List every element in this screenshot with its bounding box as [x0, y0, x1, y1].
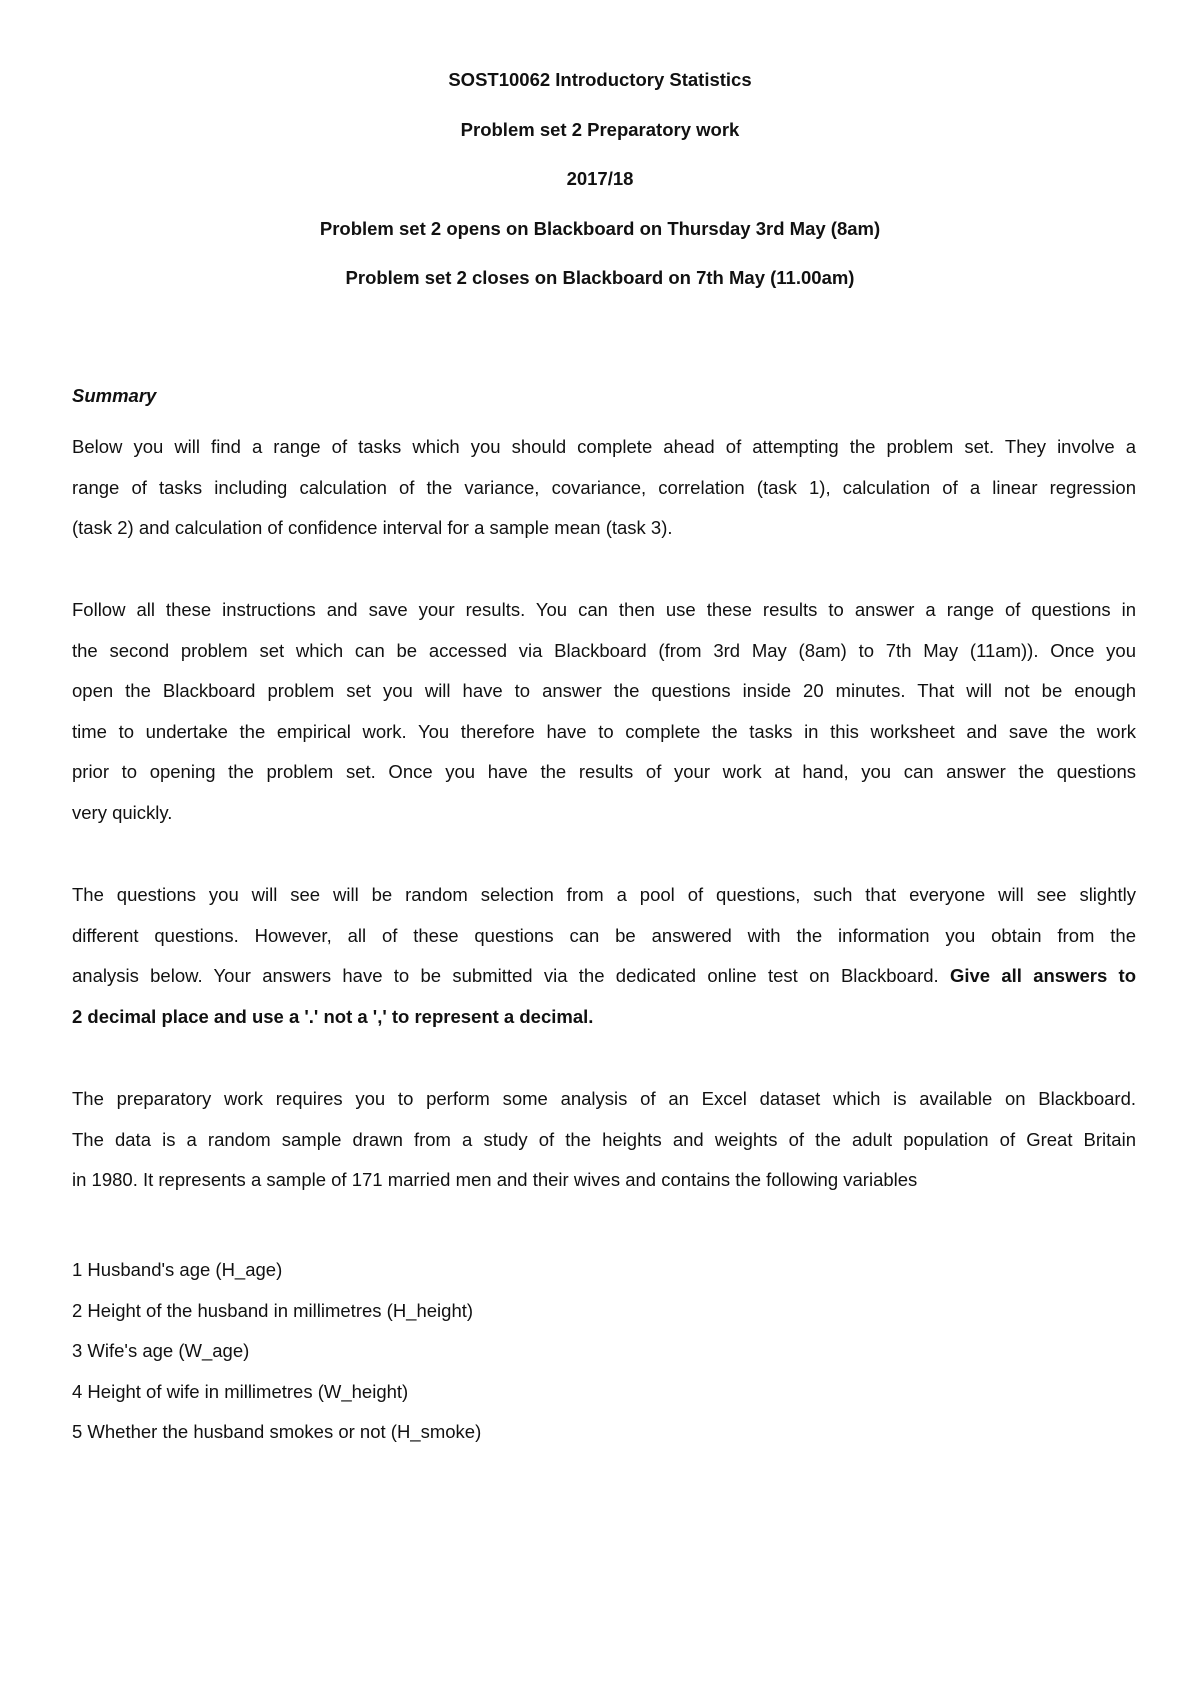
emphasis-text: Give all answers to — [949, 965, 1137, 987]
paragraph-line — [72, 956, 1136, 997]
paragraph-line: prior to opening the problem set. Once you have the results of your work at hand, you can answer the questions — [72, 761, 1136, 783]
variable-list — [72, 1250, 481, 1453]
list-item: 1 Husband's age (H_age) — [72, 1259, 283, 1280]
paragraph-line: The preparatory work requires you to perform some analysis of an Excel dataset which is available on Blackboard. — [72, 1088, 1136, 1109]
list-item: 3 Wife's age (W_age) — [72, 1340, 250, 1362]
paragraph-line: time to undertake the empirical work. You therefore have to complete the tasks in this worksheet and save the work — [72, 720, 1136, 742]
document-title: Problem set 2 Preparatory work — [460, 119, 740, 140]
closing-notice: Problem set 2 closes on Blackboard on 7th May (11.00am) — [345, 267, 855, 288]
paragraph-text: analysis below. Your answers have to be submitted via the dedicated online test on Blackboard. — [72, 965, 950, 987]
paragraph-line: Follow all these instructions and save your results. You can then use these results to answer a range of questions in — [72, 599, 1136, 620]
paragraph-line: (task 2) and calculation of confidence interval for a sample mean (task 3). — [72, 517, 673, 539]
list-item: 5 Whether the husband smokes or not (H_smoke) — [72, 1421, 482, 1443]
paragraph-line: in 1980. It represents a sample of 171 married men and their wives and contains the following variables — [72, 1169, 918, 1191]
paragraph-line: Below you will find a range of tasks which you should complete ahead of attempting the problem set. They involve a — [72, 436, 1136, 457]
paragraph-line: range of tasks including calculation of the variance, covariance, correlation (task 1), calculation of a linear regression — [72, 476, 1136, 498]
paragraph-instructions — [72, 590, 1136, 834]
paragraph-answer-rules — [72, 875, 1136, 1037]
academic-year: 2017/18 — [566, 168, 634, 189]
list-item: 4 Height of wife in millimetres (W_height) — [72, 1380, 409, 1402]
paragraph-tasks-overview — [72, 427, 1136, 549]
paragraph-line: very quickly. — [72, 801, 173, 823]
paragraph-line: different questions. However, all of these questions can be answered with the information you obtain from the — [72, 924, 1136, 946]
emphasis-text: 2 decimal place and use a '.' not a ',' to represent a decimal. — [72, 1005, 594, 1027]
paragraph-line: The data is a random sample drawn from a study of the heights and weights of the adult population of Great Britain — [72, 1128, 1136, 1150]
paragraph-line: open the Blackboard problem set you will have to answer the questions inside 20 minutes. That will not be enough — [72, 680, 1136, 702]
course-title: SOST10062 Introductory Statistics — [448, 69, 752, 90]
list-item: 2 Height of the husband in millimetres (H_height) — [72, 1299, 474, 1321]
summary-heading: Summary — [72, 385, 157, 406]
opening-notice: Problem set 2 opens on Blackboard on Thursday 3rd May (8am) — [319, 218, 881, 239]
paragraph-line: the second problem set which can be accessed via Blackboard (from 3rd May (8am) to 7th May (11am)). Once you — [72, 639, 1136, 661]
paragraph-dataset-description — [72, 1079, 1136, 1201]
paragraph-line: The questions you will see will be random selection from a pool of questions, such that everyone will see slightly — [72, 884, 1136, 905]
